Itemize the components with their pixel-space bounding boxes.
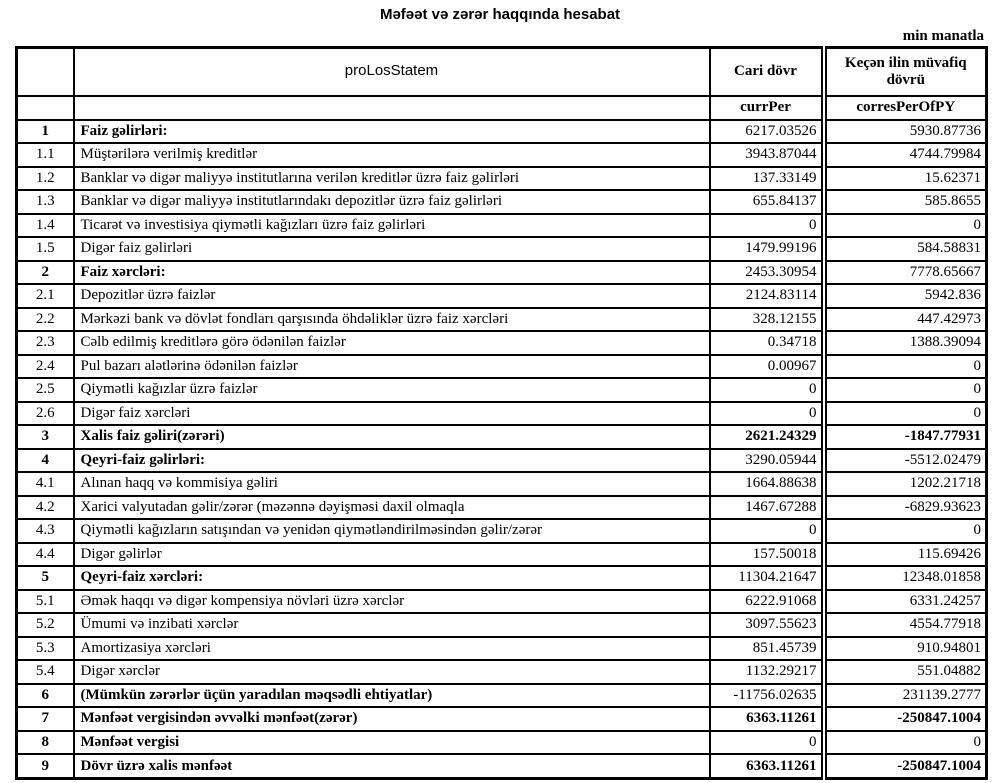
prior-period-cell: 6331.24257 [824,590,987,614]
row-number-cell: 4.4 [17,543,74,567]
current-period-cell: 0 [710,402,824,426]
row-number-cell: 4.1 [17,472,74,496]
header-current-period-cell: Cari dövr [710,48,824,96]
row-label-cell: Müştərilərə verilmiş kreditlər [74,143,710,167]
table-row [17,496,987,520]
table-row [17,120,987,144]
subheader-description-cell [74,96,710,120]
row-label-cell: Digər gəlirlər [74,543,710,567]
row-number-cell: 7 [17,707,74,731]
prior-period-cell: 4744.79984 [824,143,987,167]
prior-period-cell: 7778.65667 [824,261,987,285]
current-period-cell: 0 [710,214,824,238]
subheader-row [17,96,987,120]
table-row [17,190,987,214]
row-label-cell: Ticarət və investisiya qiymətli kağızları üzrə faiz gəlirləri [74,214,710,238]
row-number-cell: 2.4 [17,355,74,379]
prior-period-cell: -5512.02479 [824,449,987,473]
row-number-cell: 5.2 [17,613,74,637]
row-number-cell: 1.3 [17,190,74,214]
row-number-cell: 8 [17,731,74,755]
prior-period-cell: 551.04882 [824,660,987,684]
prior-period-cell: 231139.2777 [824,684,987,708]
current-period-cell: 0.00967 [710,355,824,379]
table-row [17,519,987,543]
prior-period-cell: 0 [824,402,987,426]
current-period-cell: 6217.03526 [710,120,824,144]
prior-period-cell: 0 [824,731,987,755]
row-number-cell: 2.2 [17,308,74,332]
subheader-no-cell [17,96,74,120]
current-period-cell: 3097.55623 [710,613,824,637]
row-label-cell: Dövr üzrə xalis mənfəət [74,754,710,779]
header-no-cell [17,48,74,96]
table-row [17,214,987,238]
table-row [17,449,987,473]
row-label-cell: Xalis faiz gəliri(zərəri) [74,425,710,449]
row-number-cell: 2.1 [17,284,74,308]
row-label-cell: Xarici valyutadan gəlir/zərər (məzənnə dəyişməsi daxil olmaqla [74,496,710,520]
row-label-cell: Digər faiz gəlirləri [74,237,710,261]
current-period-cell: 6363.11261 [710,707,824,731]
table-row [17,355,987,379]
current-period-cell: 3943.87044 [710,143,824,167]
row-number-cell: 4.2 [17,496,74,520]
row-label-cell: Digər faiz xərcləri [74,402,710,426]
row-number-cell: 5 [17,566,74,590]
table-row [17,402,987,426]
row-number-cell: 5.1 [17,590,74,614]
current-period-cell: 0 [710,378,824,402]
statement-body [17,120,987,779]
table-row [17,308,987,332]
header-prior-period-cell: Keçən ilin müvafiq dövrü [824,48,987,96]
current-period-cell: 2453.30954 [710,261,824,285]
row-number-cell: 1 [17,120,74,144]
table-row [17,590,987,614]
table-row [17,143,987,167]
row-label-cell: Banklar və digər maliyyə institutlarına verilən kreditlər üzrə faiz gəlirləri [74,167,710,191]
prior-period-cell: -6829.93623 [824,496,987,520]
table-row [17,637,987,661]
table-row [17,754,987,779]
current-period-cell: 1132.29217 [710,660,824,684]
prior-period-cell: 0 [824,355,987,379]
prior-period-cell: -250847.1004 [824,754,987,779]
current-period-cell: 851.45739 [710,637,824,661]
unit-note: min manatla [902,28,984,44]
row-number-cell: 5.4 [17,660,74,684]
current-period-cell: 6363.11261 [710,754,824,779]
header-row [17,48,987,96]
row-number-cell: 4 [17,449,74,473]
prior-period-cell: 5942.836 [824,284,987,308]
table-row [17,543,987,567]
row-number-cell: 2.5 [17,378,74,402]
prior-period-cell: -250847.1004 [824,707,987,731]
current-period-cell: 0 [710,519,824,543]
row-number-cell: 4.3 [17,519,74,543]
prior-period-cell: 584.58831 [824,237,987,261]
table-row [17,331,987,355]
table-row [17,660,987,684]
table-row [17,284,987,308]
prior-period-cell: 0 [824,519,987,543]
row-label-cell: Banklar və digər maliyyə institutlarındakı depozitlər üzrə faiz gəlirləri [74,190,710,214]
header-description-cell: proLosStatem [74,48,710,96]
current-period-cell: 1467.67288 [710,496,824,520]
row-label-cell: Depozitlər üzrə faizlər [74,284,710,308]
row-label-cell: Pul bazarı alətlərinə ödənilən faizlər [74,355,710,379]
prior-period-cell: -1847.77931 [824,425,987,449]
row-label-cell: Qeyri-faiz xərcləri: [74,566,710,590]
current-period-cell: 2621.24329 [710,425,824,449]
row-number-cell: 6 [17,684,74,708]
current-period-cell: 328.12155 [710,308,824,332]
row-number-cell: 2.6 [17,402,74,426]
row-number-cell: 1.1 [17,143,74,167]
row-label-cell: Qiymətli kağızların satışından və yenidən qiymətləndirilməsindən gəlir/zərər [74,519,710,543]
table-row [17,472,987,496]
subheader-prior-period-cell: corresPerOfPY [824,96,987,120]
table-row [17,566,987,590]
row-label-cell: Digər xərclər [74,660,710,684]
prior-period-cell: 1202.21718 [824,472,987,496]
current-period-cell: 157.50018 [710,543,824,567]
table-row [17,378,987,402]
row-label-cell: Cəlb edilmiş kreditlərə görə ödənilən faizlər [74,331,710,355]
table-row [17,731,987,755]
prior-period-cell: 12348.01858 [824,566,987,590]
row-label-cell: Əmək haqqı və digər kompensiya növləri üzrə xərclər [74,590,710,614]
row-label-cell: (Mümkün zərərlər üçün yaradılan məqsədli ehtiyatlar) [74,684,710,708]
row-number-cell: 9 [17,754,74,779]
current-period-cell: 11304.21647 [710,566,824,590]
current-period-cell: 6222.91068 [710,590,824,614]
row-label-cell: Qiymətli kağızlar üzrə faizlər [74,378,710,402]
table-row [17,167,987,191]
table-row [17,425,987,449]
current-period-cell: 0 [710,731,824,755]
row-label-cell: Alınan haqq və kommisiya gəliri [74,472,710,496]
subheader-current-period-cell: currPer [710,96,824,120]
row-number-cell: 5.3 [17,637,74,661]
row-label-cell: Faiz xərcləri: [74,261,710,285]
table-row [17,613,987,637]
row-number-cell: 2 [17,261,74,285]
row-number-cell: 2.3 [17,331,74,355]
row-label-cell: Mənfəət vergisi [74,731,710,755]
row-label-cell: Qeyri-faiz gəlirləri: [74,449,710,473]
prior-period-cell: 447.42973 [824,308,987,332]
prior-period-cell: 15.62371 [824,167,987,191]
current-period-cell: 655.84137 [710,190,824,214]
income-statement-table [15,46,988,780]
prior-period-cell: 5930.87736 [824,120,987,144]
current-period-cell: 0.34718 [710,331,824,355]
row-number-cell: 1.4 [17,214,74,238]
current-period-cell: 1664.88638 [710,472,824,496]
current-period-cell: 1479.99196 [710,237,824,261]
prior-period-cell: 585.8655 [824,190,987,214]
prior-period-cell: 4554.77918 [824,613,987,637]
current-period-cell: 137.33149 [710,167,824,191]
row-label-cell: Mərkəzi bank və dövlət fondları qarşısında öhdəliklər üzrə faiz xərcləri [74,308,710,332]
prior-period-cell: 1388.39094 [824,331,987,355]
row-number-cell: 1.5 [17,237,74,261]
table-row [17,707,987,731]
table-row [17,684,987,708]
prior-period-cell: 910.94801 [824,637,987,661]
row-number-cell: 3 [17,425,74,449]
prior-period-cell: 0 [824,378,987,402]
current-period-cell: 3290.05944 [710,449,824,473]
table-row [17,237,987,261]
row-label-cell: Faiz gəlirləri: [74,120,710,144]
row-label-cell: Mənfəət vergisindən əvvəlki mənfəət(zərər) [74,707,710,731]
row-number-cell: 1.2 [17,167,74,191]
row-label-cell: Amortizasiya xərcləri [74,637,710,661]
current-period-cell: 2124.83114 [710,284,824,308]
row-label-cell: Ümumi və inzibati xərclər [74,613,710,637]
page-title: Məfəət və zərər haqqında hesabat [379,6,621,23]
table-row [17,261,987,285]
current-period-cell: -11756.02635 [710,684,824,708]
prior-period-cell: 0 [824,214,987,238]
prior-period-cell: 115.69426 [824,543,987,567]
